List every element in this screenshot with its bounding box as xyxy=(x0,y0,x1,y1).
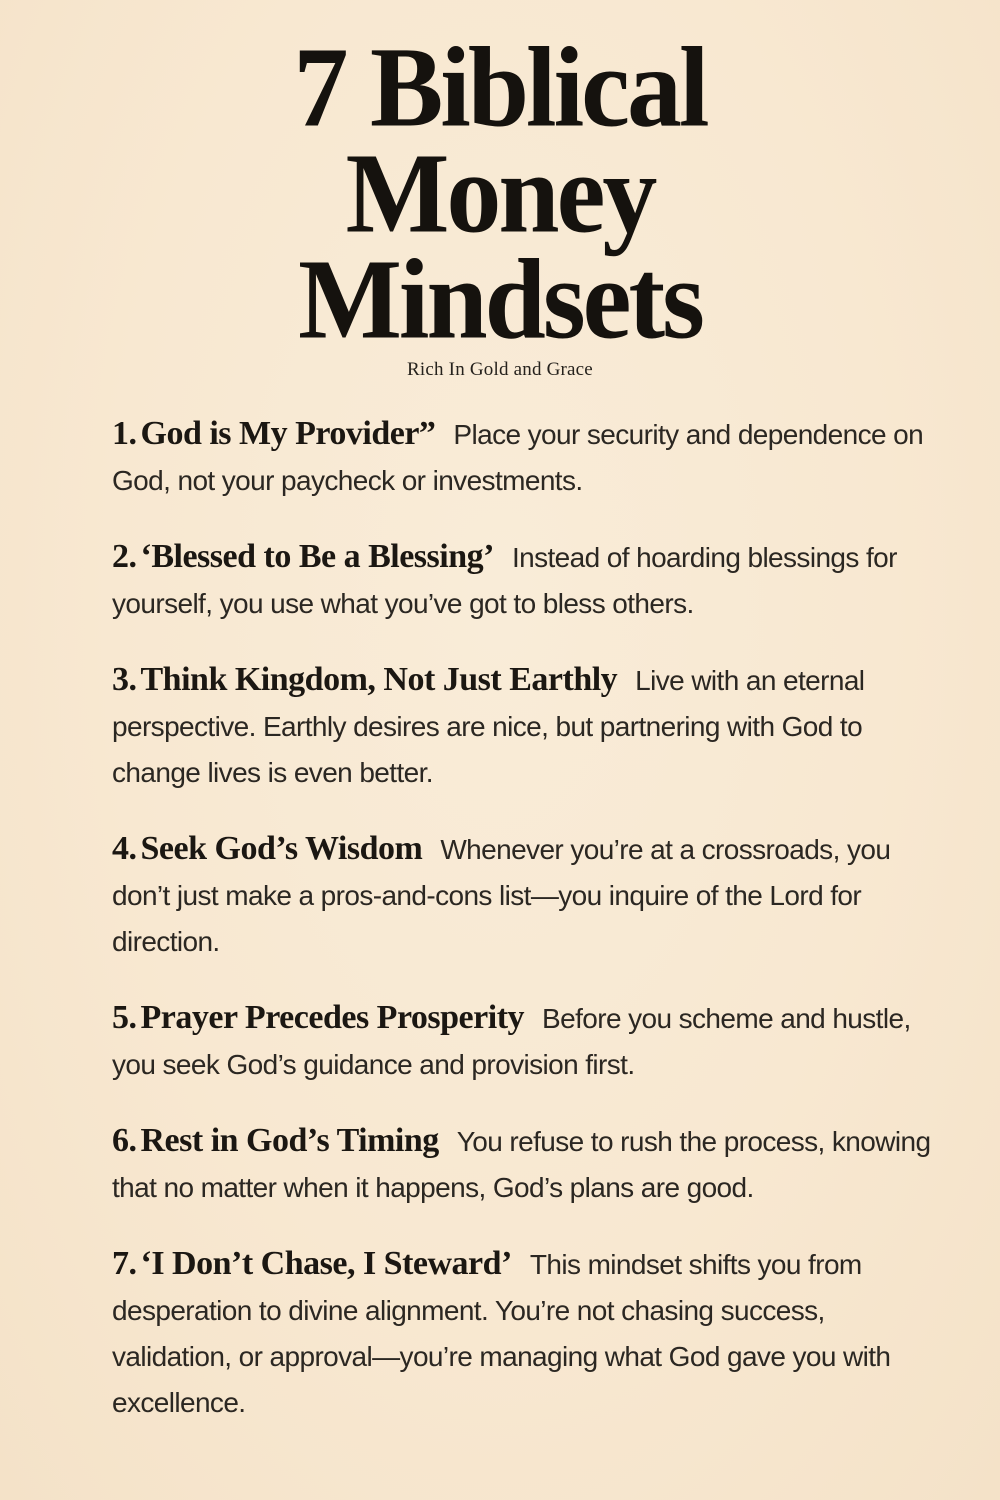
mindset-item-7 xyxy=(112,1243,942,1428)
item-3-body: Live with an eternal perspective. Earthly desires are nice, but partnering with God to change lives is even better. xyxy=(112,665,865,788)
item-4-number: 4. xyxy=(112,830,137,867)
item-3-heading: Think Kingdom, Not Just Earthly xyxy=(140,661,618,698)
item-2-number: 2. xyxy=(112,538,137,575)
brand-subtitle: Rich In Gold and Grace xyxy=(407,359,593,380)
item-7-heading: ‘I Don’t Chase, I Steward’ xyxy=(140,1245,512,1282)
page-title xyxy=(0,23,1000,363)
item-5-number: 5. xyxy=(112,999,137,1036)
item-5-body: Before you scheme and hustle, you seek God’s guidance and provision first. xyxy=(112,1003,911,1080)
item-7-body: This mindset shifts you from desperation to divine alignment. You’re not chasing success, validation, or approval—you’re managing what God gave you with excellence. xyxy=(112,1249,891,1418)
mindset-item-1 xyxy=(112,413,942,506)
title-line-1: 7 Biblical xyxy=(293,23,707,151)
item-3-number: 3. xyxy=(112,661,137,698)
item-7-number: 7. xyxy=(112,1245,137,1282)
item-1-heading: God is My Provider” xyxy=(140,415,436,452)
item-4-body: Whenever you’re at a crossroads, you don’t just make a pros-and-cons list—you inquire of the Lord for direction. xyxy=(112,834,891,957)
item-5-heading: Prayer Precedes Prosperity xyxy=(140,999,525,1036)
title-line-2: Money xyxy=(345,129,655,257)
item-2-heading: ‘Blessed to Be a Blessing’ xyxy=(140,538,494,575)
title-line-3: Mindsets xyxy=(298,235,702,363)
item-2-body: Instead of hoarding blessings for yourself, you use what you’ve got to bless others. xyxy=(112,542,897,619)
mindset-list xyxy=(0,381,1000,1428)
item-6-body: You refuse to rush the process, knowing that no matter when it happens, God’s plans are good. xyxy=(112,1126,931,1203)
mindset-item-6 xyxy=(112,1120,942,1213)
mindset-item-4 xyxy=(112,828,942,967)
mindset-item-2 xyxy=(112,536,942,629)
item-4-heading: Seek God’s Wisdom xyxy=(140,830,423,867)
mindset-item-3 xyxy=(112,659,942,798)
item-6-number: 6. xyxy=(112,1122,137,1159)
item-6-heading: Rest in God’s Timing xyxy=(140,1122,439,1159)
item-1-body: Place your security and dependence on God, not your paycheck or investments. xyxy=(112,419,924,496)
item-1-number: 1. xyxy=(112,415,137,452)
mindset-item-5 xyxy=(112,997,942,1090)
